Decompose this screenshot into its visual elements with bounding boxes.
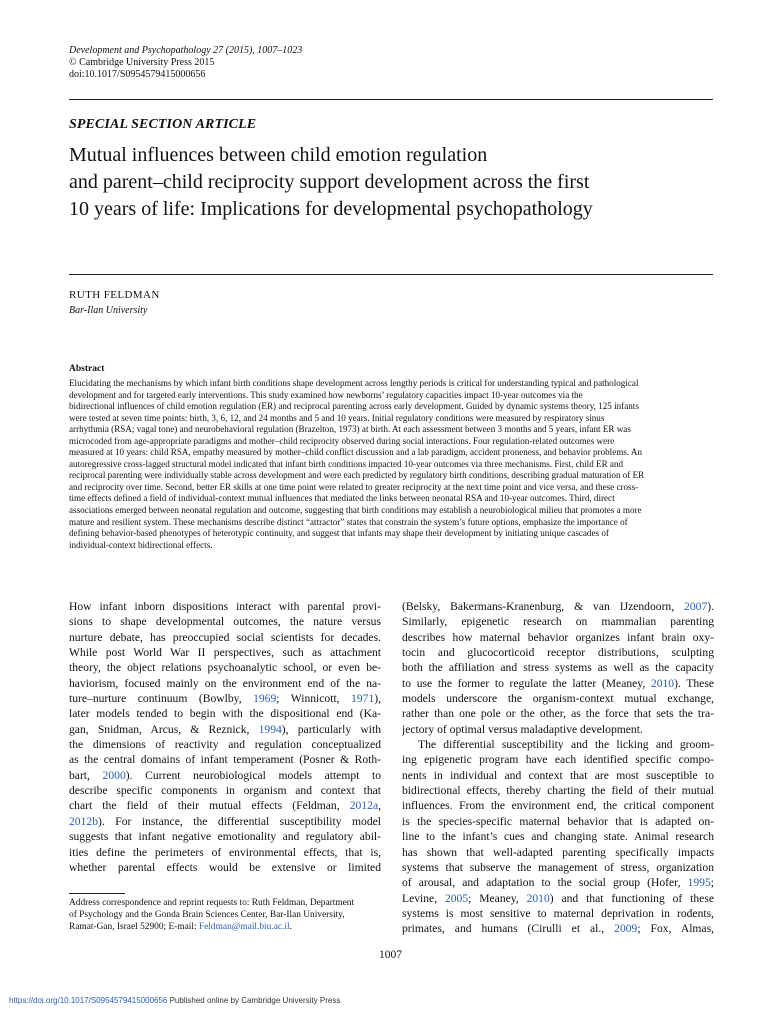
footnote-rule: [69, 893, 125, 894]
abstract-line: defining behavior-based phenotypes of heterotypic continuity, and suggest that infants may shape their development by initiating unique cascades of: [69, 528, 609, 539]
text-run: sions to shape developmental outcomes, the nature versus: [69, 615, 381, 629]
body-text-line: [402, 660, 714, 675]
abstract-line: mature and resilient system. These mechanisms describe distinct “attractor” states that constrain the system’s future options, emphasize the importance of: [69, 516, 628, 527]
citation-link[interactable]: 1995: [687, 876, 711, 890]
body-text-line: [69, 829, 381, 844]
body-text-line: [69, 737, 381, 752]
doi-link[interactable]: https://doi.org/10.1017/S0954579415000656: [9, 996, 168, 1005]
title-line: Mutual influences between child emotion regulation: [69, 144, 488, 166]
body-text-line: [402, 737, 714, 752]
header-rule: [69, 99, 713, 100]
doi-line: doi:10.1017/S0954579415000656: [69, 69, 206, 80]
abstract-line: measured at 10 years: child RSA, empathy measured by mother–child conflict discussion and a lab paradigm, accident proneness, and behavior problems. An: [69, 447, 643, 458]
text-run: later models tended to begin with the dispositional end (Ka-: [69, 707, 381, 721]
body-text-line: [402, 798, 714, 813]
text-run: nurture debate, has preoccupied social scientists for decades.: [69, 630, 381, 644]
body-text-line: [402, 706, 714, 721]
body-text-line: [402, 921, 714, 936]
text-run: as the central domains of infant temperament (Posner & Roth-: [69, 753, 381, 767]
footnote-line: Address correspondence and reprint requests to: Ruth Feldman, Department: [69, 898, 355, 908]
body-text-line: [402, 599, 714, 614]
correspondence-footnote: [69, 897, 381, 933]
abstract-line: associations emerged between neonatal regulation and outcome, suggesting that birth conditions may establish a neurobiological milieu that promotes a more: [69, 505, 642, 516]
citation-link[interactable]: 2000: [102, 768, 126, 782]
text-run: ),: [374, 692, 381, 706]
citation-link[interactable]: 1971: [351, 692, 375, 706]
citation-link[interactable]: 2010: [650, 676, 675, 690]
text-run: influences. From the environment end, the critical component: [402, 799, 714, 813]
text-run: suggests that infant negative emotionality and regulatory abil-: [69, 830, 381, 844]
abstract-line: arrhythmia (RSA; vagal tone) and neurobehavioral regulation (Brazelton, 1973) at birth. At each assessment between 3 months and 5 years, infant ER was: [69, 424, 631, 435]
text-run: Similarly, epigenetic research on mammalian parenting: [402, 615, 714, 629]
body-text-line: [69, 614, 381, 629]
section-label: SPECIAL SECTION ARTICLE: [69, 117, 257, 132]
body-text-line: [402, 768, 714, 783]
body-text-line: [402, 722, 714, 737]
text-run: How infant inborn dispositions interact with parental provi-: [69, 600, 381, 613]
text-run: bidirectional effects, thereby charting the field of their mutual: [402, 784, 714, 798]
body-text-line: [402, 752, 714, 767]
abstract-line: autoregressive cross-lagged structural model indicated that infant birth conditions impacted 10-year outcomes via three mechanisms. First, child ER and: [69, 458, 624, 469]
citation-link[interactable]: 1994: [258, 722, 282, 736]
citation-link[interactable]: 2007: [684, 600, 708, 613]
text-run: systems that subserve the management of stress, organization: [402, 860, 714, 874]
text-run: systems is most sensitive to maternal deprivation in rodents,: [402, 906, 714, 920]
abstract-line: development and for targeted early interventions. This study examined how newborns’ regulatory capacities impact 10-year outcomes via the: [69, 389, 583, 400]
body-text-line: [69, 845, 381, 860]
body-text-line: [69, 645, 381, 660]
body-text-line: [402, 691, 714, 706]
body-text-line: [69, 752, 381, 767]
text-run: is the species-specific maternal behavior that is adapted on-: [402, 814, 714, 828]
body-text-line: [69, 676, 381, 691]
citation-link[interactable]: 2012b: [69, 814, 98, 828]
abstract-body: [69, 378, 713, 551]
text-run: the dimensions of reactivity and regulation conceptualized: [69, 738, 381, 752]
footnote-text: Ramat-Gan, Israel 52900; E-mail:: [69, 922, 199, 932]
body-text-line: [69, 798, 381, 813]
text-run: ing epigenetic program have each identified specific compo-: [402, 753, 714, 767]
publisher-bar: [9, 996, 340, 1005]
text-run: ture–nurture continuum (Bowlby,: [69, 692, 254, 706]
text-run: chart the field of their mutual effects (Feldman,: [69, 799, 350, 813]
article-title: [69, 142, 719, 223]
text-run: bart,: [69, 768, 103, 782]
abstract-line: time effects defined a field of individual-context mutual influences that mediated the links between neonatal RSA and 10-year outcomes. Third, direct: [69, 493, 615, 504]
body-column-right: [402, 599, 714, 937]
email-link[interactable]: Feldman@mail.biu.ac.il: [198, 922, 290, 932]
body-text-line: [402, 906, 714, 921]
footnote-line: [69, 921, 381, 933]
text-run: Levine,: [402, 891, 445, 905]
text-run: jectory of optimal versus maladaptive development.: [402, 722, 643, 736]
text-run: ). Current neurobiological models attempt to: [125, 768, 381, 782]
text-run: to use the former to regulate the latter (Meaney,: [402, 676, 651, 690]
citation-link[interactable]: 1969: [253, 692, 277, 706]
abstract-line: bidirectional influences of child emotion regulation (ER) and reciprocal parenting across early development. Guided by dynamic systems theory, 125 infants: [69, 401, 639, 412]
journal-citation: Development and Psychopathology 27 (2015), 1007–1023: [69, 45, 303, 56]
citation-link[interactable]: 2009: [614, 922, 638, 936]
body-text-line: [69, 599, 381, 614]
text-run: whether parental effects would be extensive or limited: [69, 860, 381, 874]
text-run: ; Winnicott,: [276, 692, 352, 706]
copyright-line: © Cambridge University Press 2015: [69, 57, 215, 68]
text-run: describes how maternal behavior organizes infant brain oxy-: [402, 630, 714, 644]
footnote-text: .: [289, 922, 292, 932]
text-run: models underscore the organism-context mutual exchange,: [402, 692, 714, 706]
text-run: line to the infant’s cues and changing state. Animal research: [402, 830, 714, 844]
text-run: ; Fox, Almas,: [637, 922, 714, 936]
body-text-line: [402, 891, 714, 906]
author-affiliation: Bar-Ilan University: [69, 305, 148, 316]
author-name: RUTH FELDMAN: [69, 289, 160, 301]
text-run: ) and that functioning of these: [549, 891, 714, 905]
body-text-line: [69, 660, 381, 675]
text-run: both the affiliation and stress systems as well as the capacity: [402, 661, 714, 675]
text-run: gan, Snidman, Arcus, & Reznick,: [69, 722, 259, 736]
text-run: haviorism, focused mainly on the environment end of the na-: [69, 676, 381, 690]
body-text-line: [402, 860, 714, 875]
body-text-line: [402, 676, 714, 691]
journal-header: [69, 45, 302, 81]
body-text-line: [402, 875, 714, 890]
abstract-line: reciprocal parenting were individually stable across development and were each predicted by regulatory birth conditions, describing gradual maturation of ER: [69, 470, 645, 481]
abstract-line: and reciprocity over time. Second, better ER skills at one time point were related to greater reciprocity at the next time point and vice versa, and these cross-: [69, 481, 639, 492]
body-text-line: [69, 630, 381, 645]
body-text-line: [69, 706, 381, 721]
text-run: ). For instance, the differential susceptibility model: [97, 814, 381, 828]
text-run: has shown that well-adapted parenting specifically impacts: [402, 845, 714, 859]
text-run: theory, the object relations psychoanalytic school, or even be-: [69, 661, 381, 675]
body-text-line: [69, 860, 381, 875]
title-line: 10 years of life: Implications for developmental psychopathology: [69, 198, 593, 220]
body-text-line: [402, 829, 714, 844]
citation-link[interactable]: 2005: [444, 891, 469, 905]
body-text-line: [69, 814, 381, 829]
text-run: ). These: [674, 676, 714, 690]
citation-link[interactable]: 2012a: [349, 799, 379, 813]
text-run: ities define the perimeters of environmental effects, that is,: [69, 845, 381, 859]
text-run: rather than one pole or the other, as the force that sets the tra-: [402, 707, 714, 721]
text-run: The differential susceptibility and the licking and groom-: [418, 738, 714, 752]
text-run: tocin and glucocorticoid receptor distributions, sculpting: [402, 646, 714, 660]
body-text-line: [69, 768, 381, 783]
citation-link[interactable]: 2010: [526, 891, 550, 905]
abstract-line: microcoded from age-appropriate paradigms and mother–child reciprocity observed during social interactions. Four regulation-related outcomes were: [69, 435, 615, 446]
published-online-text: Published online by Cambridge University Press: [167, 996, 341, 1005]
body-text-line: [402, 630, 714, 645]
page-number: 1007: [379, 949, 402, 961]
text-run: ;: [710, 876, 714, 890]
body-text-line: [402, 614, 714, 629]
body-column-left: [69, 599, 381, 875]
text-run: nents in individual and context that are most susceptible to: [402, 768, 714, 782]
text-run: describe specific components in organism and context that: [69, 784, 381, 798]
abstract-line: were tested at seven time points: birth, 3, 6, 12, and 24 months and 5 and 10 years. Initial regulatory conditions were measured by respiratory sinus: [69, 412, 605, 423]
body-text-line: [402, 845, 714, 860]
text-run: ), particularly with: [281, 722, 381, 736]
body-text-line: [69, 722, 381, 737]
text-run: While post World War II perspectives, such as attachment: [69, 646, 381, 660]
text-run: (Belsky, Bakermans-Kranenburg, & van IJzendoorn,: [402, 600, 685, 613]
body-text-line: [402, 814, 714, 829]
text-run: primates, and humans (Cirulli et al.,: [402, 922, 615, 936]
abstract-line: individual-context bidirectional effects.: [69, 539, 213, 550]
text-run: of arousal, and adaptation to the social group (Hofer,: [402, 876, 688, 890]
title-rule: [69, 274, 713, 275]
abstract-line: Elucidating the mechanisms by which infant birth conditions shape development across lengthy periods is critical for understanding typical and pathological: [69, 378, 639, 388]
abstract-heading: Abstract: [69, 364, 105, 374]
body-text-line: [69, 783, 381, 798]
text-run: ,: [378, 799, 381, 813]
body-text-line: [402, 783, 714, 798]
text-run: ; Meaney,: [468, 891, 527, 905]
body-text-line: [69, 691, 381, 706]
title-line: and parent–child reciprocity support development across the first: [69, 171, 590, 193]
footnote-line: of Psychology and the Gonda Brain Sciences Center, Bar-Ilan University,: [69, 910, 345, 920]
body-text-line: [402, 645, 714, 660]
text-run: ).: [707, 600, 714, 613]
